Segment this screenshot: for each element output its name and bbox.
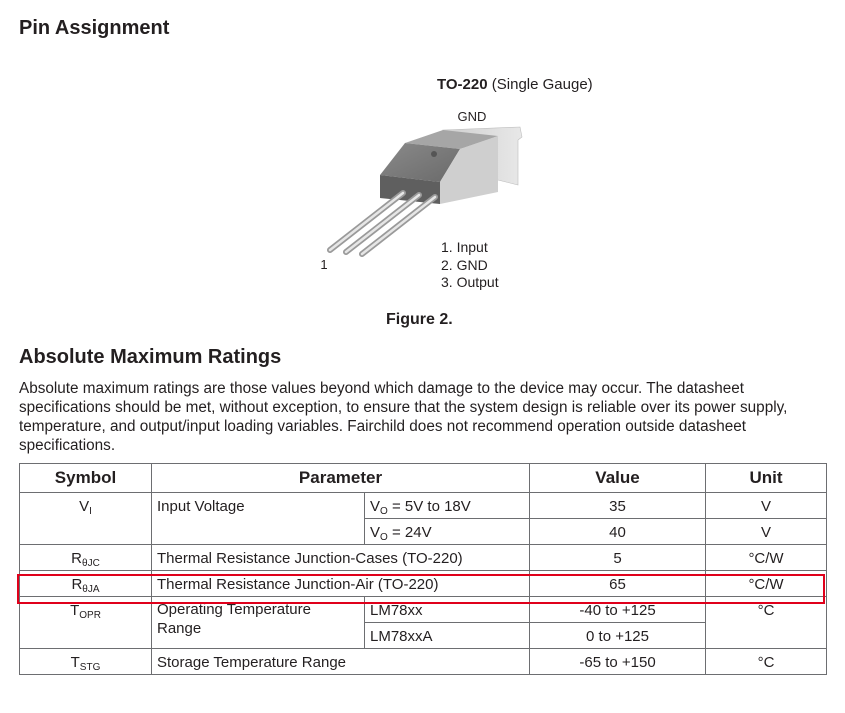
unit-cell: °C/W xyxy=(706,571,827,597)
value-cell: 35 xyxy=(530,493,706,519)
pin-item-gnd: 2. GND xyxy=(441,256,488,273)
value-cell: -65 to +150 xyxy=(530,649,706,675)
table-row xyxy=(20,597,827,623)
package-title xyxy=(437,76,593,93)
pin-assignment-heading: Pin Assignment xyxy=(19,17,170,39)
table-row xyxy=(20,545,827,571)
value-cell: 0 to +125 xyxy=(530,623,706,649)
parameter-cell: Thermal Resistance Junction-Cases (TO-220) xyxy=(152,545,530,571)
symbol-subscript: θJC xyxy=(82,558,100,569)
to220-package-diagram xyxy=(300,100,540,280)
col-header-parameter: Parameter xyxy=(152,464,530,493)
col-header-value: Value xyxy=(530,464,706,493)
condition-cell: LM78xx xyxy=(365,597,530,623)
table-row-highlighted xyxy=(20,571,827,597)
condition-cell xyxy=(365,493,530,519)
pin-list xyxy=(441,239,499,292)
mounting-hole-icon xyxy=(431,151,437,157)
symbol-cell xyxy=(20,571,152,597)
symbol-base: V xyxy=(79,498,90,515)
condition-text: = 24V xyxy=(391,524,432,541)
unit-cell: °C/W xyxy=(706,545,827,571)
symbol-subscript: OPR xyxy=(79,610,101,621)
condition-cell xyxy=(365,519,530,545)
table-row xyxy=(20,649,827,675)
symbol-subscript: I xyxy=(89,506,92,517)
symbol-base: T xyxy=(70,602,80,619)
unit-cell: V xyxy=(706,493,827,519)
parameter-cell: Operating Temperature Range xyxy=(152,597,365,649)
condition-symbol: V xyxy=(370,524,381,541)
value-cell: 40 xyxy=(530,519,706,545)
ratings-heading: Absolute Maximum Ratings xyxy=(19,346,282,368)
unit-cell: °C xyxy=(706,649,827,675)
pin-item-input: 1. Input xyxy=(441,239,488,255)
col-header-unit: Unit xyxy=(706,464,827,493)
parameter-cell: Input Voltage xyxy=(152,493,365,545)
figure-caption: Figure 2. xyxy=(386,311,453,328)
parameter-cell: Storage Temperature Range xyxy=(152,649,530,675)
unit-cell: °C xyxy=(706,597,827,649)
pin-leads xyxy=(330,193,435,254)
condition-subscript: O xyxy=(380,506,388,517)
pin-one-marker: 1 xyxy=(320,257,328,272)
parameter-cell: Thermal Resistance Junction-Air (TO-220) xyxy=(152,571,530,597)
package-name: TO-220 xyxy=(437,76,488,93)
condition-symbol: V xyxy=(370,498,381,515)
unit-cell: V xyxy=(706,519,827,545)
value-cell: 65 xyxy=(530,571,706,597)
symbol-base: R xyxy=(71,550,83,567)
condition-text: = 5V to 18V xyxy=(391,498,471,515)
col-header-symbol: Symbol xyxy=(20,464,152,493)
value-cell: -40 to +125 xyxy=(530,597,706,623)
tab-label: GND xyxy=(457,109,487,124)
symbol-cell xyxy=(20,493,152,545)
symbol-subscript: θJA xyxy=(82,584,100,595)
condition-subscript: O xyxy=(380,532,388,543)
symbol-base: R xyxy=(71,576,83,593)
value-cell: 5 xyxy=(530,545,706,571)
pin-item-output: 3. Output xyxy=(441,274,499,290)
table-header-row xyxy=(20,464,827,493)
condition-cell: LM78xxA xyxy=(365,623,530,649)
symbol-cell xyxy=(20,597,152,649)
ratings-description: Absolute maximum ratings are those values beyond which damage to the device may occur. The datasheet specifications should be met, without exception, to ensure that the system design is reliable over its power supply, temperature, and output/input loading variables. Fairchild does not recommend operation outside datasheet specifications. xyxy=(19,380,788,454)
absolute-max-ratings-table xyxy=(19,463,827,675)
symbol-cell xyxy=(20,649,152,675)
symbol-base: T xyxy=(70,654,80,671)
symbol-cell xyxy=(20,545,152,571)
symbol-subscript: STG xyxy=(79,662,101,673)
package-variant: (Single Gauge) xyxy=(491,76,593,93)
table-row xyxy=(20,493,827,519)
